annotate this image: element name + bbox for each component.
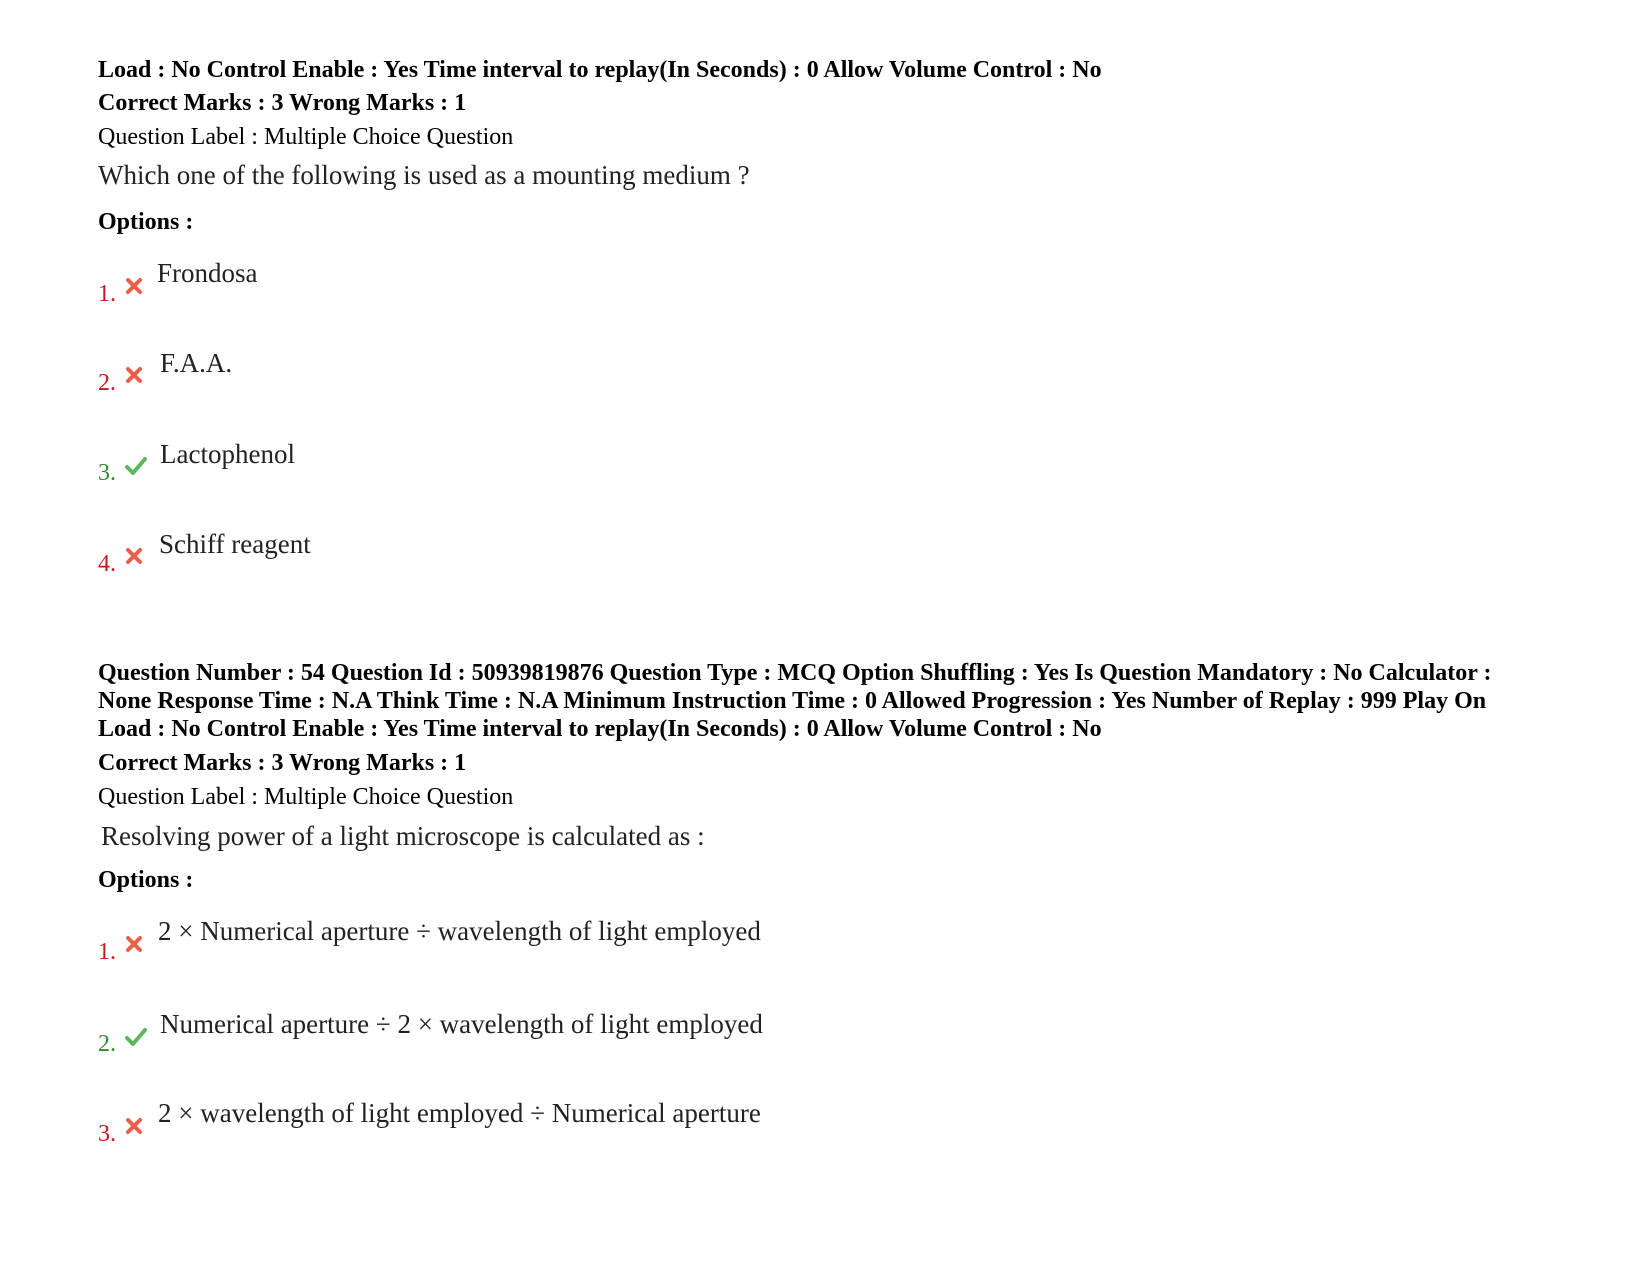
option-number: 3. bbox=[98, 460, 116, 486]
question-meta-line: Load : No Control Enable : Yes Time interval to replay(In Seconds) : 0 Allow Volume Control : No bbox=[98, 57, 1102, 83]
option-text: F.A.A. bbox=[160, 348, 233, 378]
option-text: Frondosa bbox=[157, 258, 258, 288]
option-text: 2 × Numerical aperture ÷ wavelength of light employed bbox=[158, 916, 761, 946]
option-number: 1. bbox=[98, 281, 116, 307]
question-meta-line: Load : No Control Enable : Yes Time interval to replay(In Seconds) : 0 Allow Volume Control : No bbox=[98, 716, 1102, 742]
options-heading: Options : bbox=[98, 209, 194, 235]
question-text: Resolving power of a light microscope is calculated as : bbox=[101, 821, 705, 851]
cross-icon bbox=[124, 546, 144, 566]
cross-icon bbox=[124, 365, 144, 385]
options-heading: Options : bbox=[98, 867, 194, 893]
question-meta-line: None Response Time : N.A Think Time : N.A Minimum Instruction Time : 0 Allowed Progression : Yes Number of Replay : 999 Play On bbox=[98, 688, 1487, 714]
option-number: 3. bbox=[98, 1121, 116, 1147]
marks-line: Correct Marks : 3 Wrong Marks : 1 bbox=[98, 90, 467, 116]
check-icon bbox=[124, 1026, 148, 1048]
cross-icon bbox=[124, 276, 144, 296]
marks-line: Correct Marks : 3 Wrong Marks : 1 bbox=[98, 750, 467, 776]
option-number: 4. bbox=[98, 551, 116, 577]
option-number: 2. bbox=[98, 370, 116, 396]
question-meta-line: Question Number : 54 Question Id : 50939819876 Question Type : MCQ Option Shuffling : Yes Is Question Mandatory : No Calculator : bbox=[98, 660, 1492, 686]
option-text: Numerical aperture ÷ 2 × wavelength of light employed bbox=[160, 1009, 763, 1039]
question-label: Question Label : Multiple Choice Question bbox=[98, 784, 514, 810]
option-number: 1. bbox=[98, 939, 116, 965]
question-label: Question Label : Multiple Choice Question bbox=[98, 124, 514, 150]
cross-icon bbox=[124, 1116, 144, 1136]
option-text: Lactophenol bbox=[160, 439, 295, 469]
option-number: 2. bbox=[98, 1031, 116, 1057]
option-text: 2 × wavelength of light employed ÷ Numerical aperture bbox=[158, 1098, 761, 1128]
option-text: Schiff reagent bbox=[159, 529, 311, 559]
check-icon bbox=[124, 455, 148, 477]
question-text: Which one of the following is used as a mounting medium ? bbox=[98, 160, 750, 190]
cross-icon bbox=[124, 934, 144, 954]
